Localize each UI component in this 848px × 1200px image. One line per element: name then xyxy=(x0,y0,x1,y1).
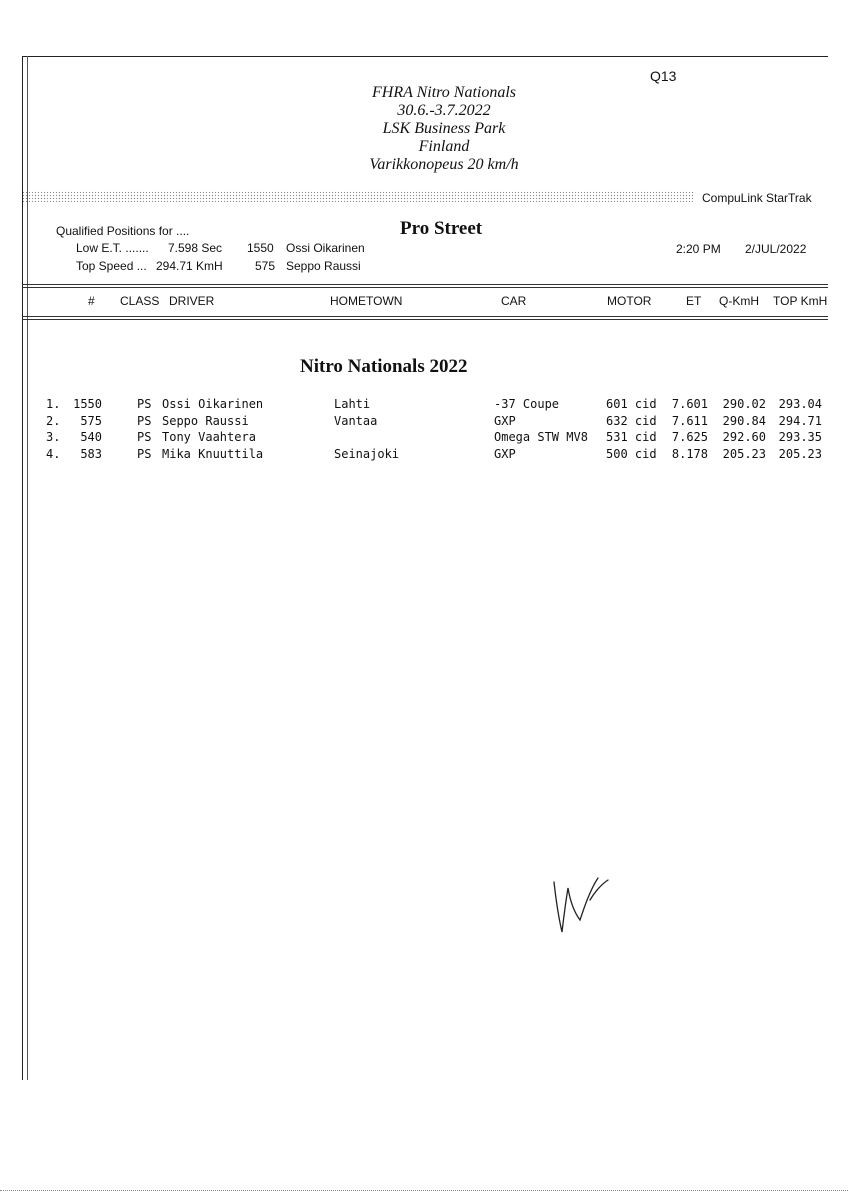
low-et-value: 7.598 Sec xyxy=(168,241,223,255)
event-pit-speed: Varikkonopeus 20 km/h xyxy=(369,156,519,173)
section-title: Nitro Nationals 2022 xyxy=(300,356,468,377)
top-border xyxy=(22,56,828,57)
cell-hometown: Seinajoki xyxy=(334,447,400,462)
top-speed-value: 294.71 KmH xyxy=(156,259,223,273)
report-date: 2/JUL/2022 xyxy=(745,242,807,256)
low-et-driver: Ossi Oikarinen xyxy=(286,241,365,255)
cell-pos: 3. xyxy=(46,430,61,445)
header-rule-bottom xyxy=(22,316,828,317)
cell-car: -37 Coupe xyxy=(494,397,560,411)
event-dates: 30.6.-3.7.2022 xyxy=(397,102,491,119)
cell-car: GXP xyxy=(494,413,516,428)
cell-pos: 2. xyxy=(46,413,61,428)
header-rule-bottom-2 xyxy=(22,319,828,320)
col-hometown: HOMETOWN xyxy=(330,294,403,308)
cell-qkmh: 290.02 xyxy=(722,397,766,411)
cell-hometown: Vantaa xyxy=(334,413,378,428)
cell-class: PS xyxy=(137,397,152,411)
table-row xyxy=(0,397,848,413)
cell-topkmh: 294.71 xyxy=(778,413,822,428)
col-qkmh: Q-KmH xyxy=(719,294,759,308)
cell-qkmh: 205.23 xyxy=(722,447,766,462)
cell-motor: 601 cid xyxy=(606,397,657,411)
cell-class: PS xyxy=(137,413,152,428)
table-row xyxy=(0,430,848,446)
table-row xyxy=(0,447,848,463)
col-car: CAR xyxy=(501,294,527,308)
cell-driver: Seppo Raussi xyxy=(162,413,249,428)
col-class: CLASS xyxy=(120,294,160,308)
cell-car: Omega STW MV8 xyxy=(494,430,588,445)
timing-system: CompuLink StarTrak xyxy=(702,191,812,205)
cell-class: PS xyxy=(137,447,152,462)
header-rule-top xyxy=(22,284,828,285)
qualified-label: Qualified Positions for .... xyxy=(56,224,190,238)
top-speed-label: Top Speed ... xyxy=(76,259,147,273)
cell-qkmh: 292.60 xyxy=(722,430,766,445)
cell-pos: 1. xyxy=(46,397,61,411)
cell-topkmh: 205.23 xyxy=(778,447,822,462)
cell-et: 7.625 xyxy=(671,430,708,445)
event-header xyxy=(330,84,558,174)
dotted-band xyxy=(22,191,694,202)
cell-driver: Tony Vaahtera xyxy=(162,430,256,445)
class-title: Pro Street xyxy=(400,218,483,239)
cell-et: 7.611 xyxy=(671,413,708,428)
event-country: Finland xyxy=(418,138,470,155)
cell-driver: Ossi Oikarinen xyxy=(162,397,264,411)
low-et-label: Low E.T. ....... xyxy=(76,241,149,255)
col-num: # xyxy=(88,294,95,308)
cell-motor: 500 cid xyxy=(606,447,657,462)
cell-topkmh: 293.35 xyxy=(778,430,822,445)
bottom-rule xyxy=(0,1190,848,1191)
cell-num: 575 xyxy=(80,413,102,428)
cell-driver: Mika Knuuttila xyxy=(162,447,264,462)
cell-num: 1550 xyxy=(73,397,102,411)
cell-et: 7.601 xyxy=(671,397,708,411)
report-time: 2:20 PM xyxy=(676,242,721,256)
page-code: Q13 xyxy=(650,68,677,84)
cell-hometown: Lahti xyxy=(334,397,371,411)
left-border xyxy=(22,56,23,1080)
low-et-number: 1550 xyxy=(247,241,274,255)
col-et: ET xyxy=(686,294,702,308)
cell-class: PS xyxy=(137,430,152,445)
header-rule-top-2 xyxy=(22,287,828,288)
left-border-inner xyxy=(27,56,28,1080)
col-driver: DRIVER xyxy=(169,294,215,308)
table-row xyxy=(0,414,848,430)
cell-motor: 531 cid xyxy=(606,430,657,445)
cell-motor: 632 cid xyxy=(606,413,657,428)
cell-num: 540 xyxy=(80,430,102,445)
cell-topkmh: 293.04 xyxy=(778,397,822,411)
top-speed-driver: Seppo Raussi xyxy=(286,259,361,273)
cell-qkmh: 290.84 xyxy=(722,413,766,428)
event-title: FHRA Nitro Nationals xyxy=(371,84,516,101)
cell-num: 583 xyxy=(80,447,102,462)
col-topkmh: TOP KmH xyxy=(773,294,828,308)
cell-et: 8.178 xyxy=(671,447,708,462)
cell-pos: 4. xyxy=(46,447,61,462)
event-venue: LSK Business Park xyxy=(382,120,506,137)
top-speed-number: 575 xyxy=(255,259,276,273)
col-motor: MOTOR xyxy=(607,294,652,308)
signature xyxy=(540,870,620,940)
cell-car: GXP xyxy=(494,447,516,462)
